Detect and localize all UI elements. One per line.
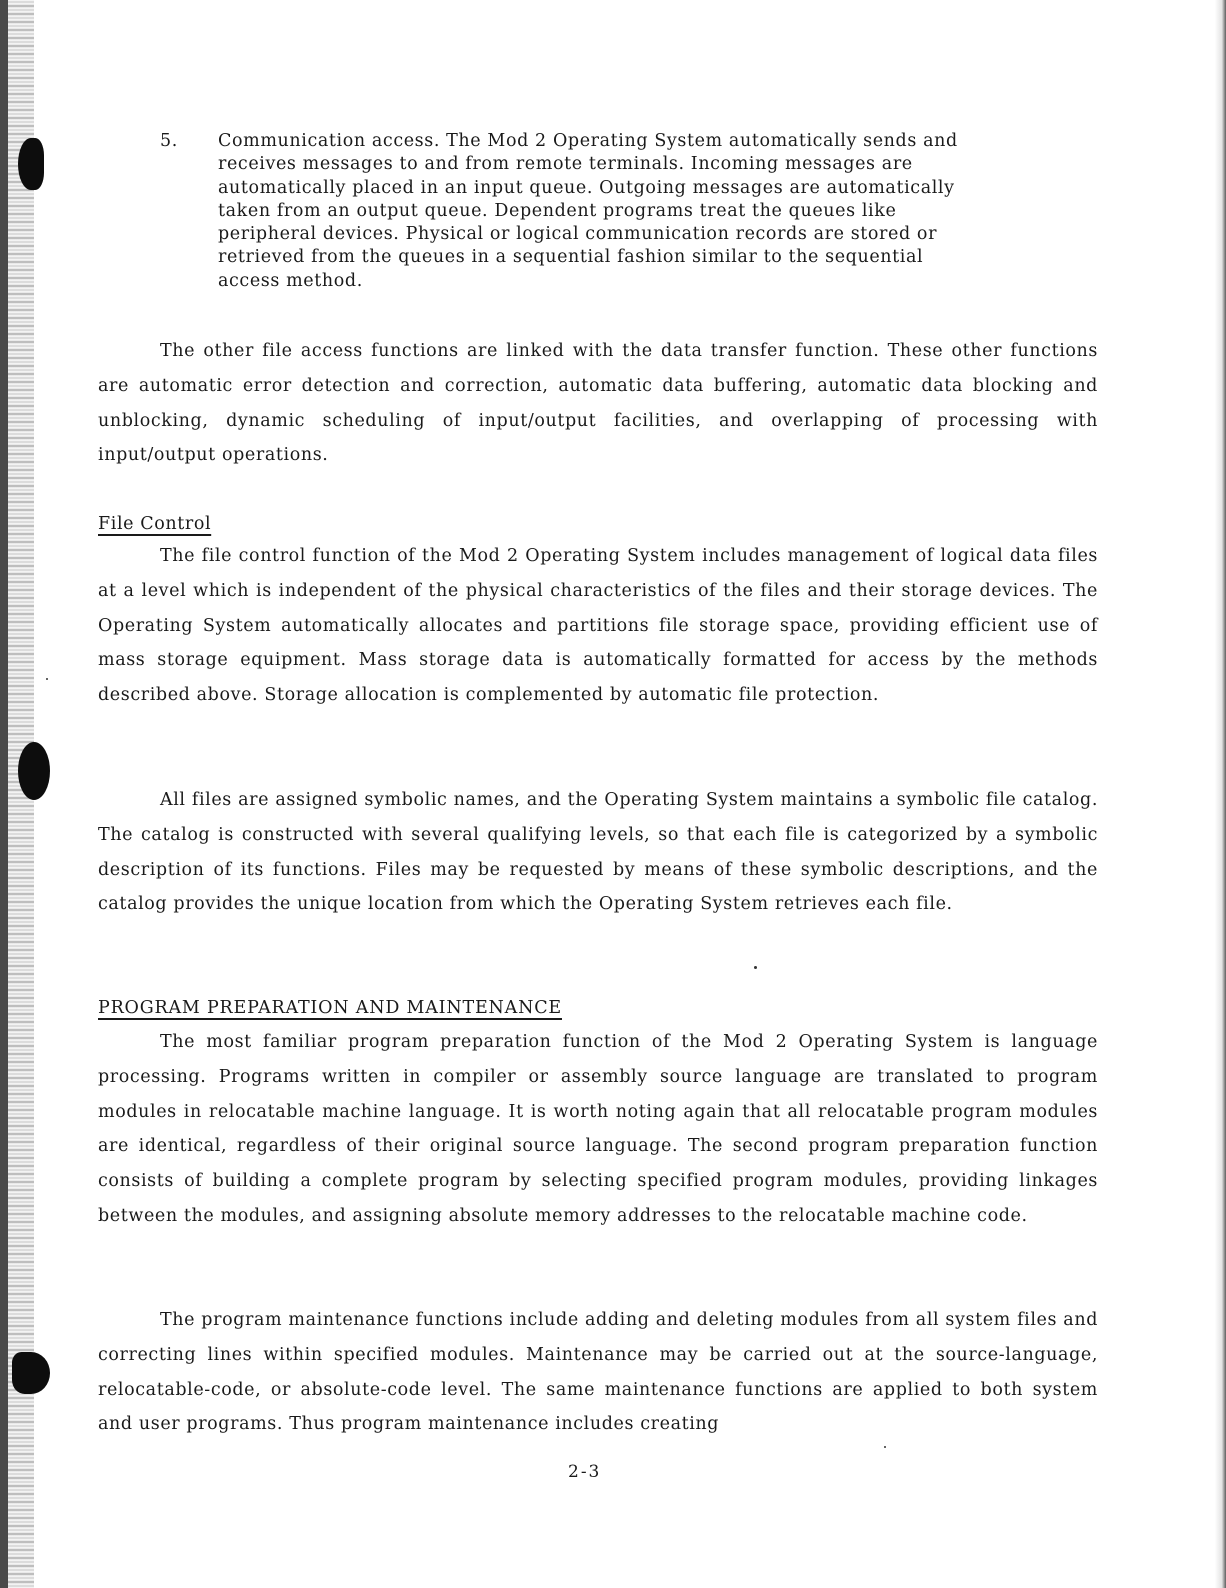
numbered-item-5 — [160, 130, 980, 293]
paragraph-program-prep-1: The most familiar program preparation function of the Mod 2 Operating System is language processing. Programs written in compiler or assembly source language are translated to program modules in relocatable machine language. It is worth noting again that all relocatable program modules are identical, regardless of their original source language. The second program preparation function consists of building a complete program by selecting specified program modules, providing linkages between the modules, and assigning absolute memory addresses to the relocatable machine code. — [98, 1032, 1098, 1226]
binder-hole-icon — [18, 138, 44, 190]
item-number: 5. — [160, 131, 178, 151]
binder-hole-icon — [12, 1352, 50, 1394]
scan-speck — [46, 678, 48, 680]
item-text: Communication access. The Mod 2 Operating System automatically sends and receives messages to and from remote terminals. Incoming messages are automatically placed in an input queue. Outgoing messages are automatically taken from an output queue. Dependent programs treat the queues like peripheral devices. Physical or logical communication records are stored or retrieved from the queues in a sequential fashion similar to the sequential access method. — [218, 131, 958, 291]
paragraph-program-prep-2: The program maintenance functions include adding and deleting modules from all system files and correcting lines within specified modules. Maintenance may be carried out at the source-language, relocatable-code, or absolute-code level. The same maintenance functions are applied to both system and user programs. Thus program maintenance includes creating — [98, 1310, 1098, 1435]
scan-right-edge — [1198, 0, 1226, 1588]
scan-speck — [754, 966, 757, 969]
paragraph-file-control-2: All files are assigned symbolic names, and the Operating System maintains a symbolic file catalog. The catalog is constructed with several qualifying levels, so that each file is categorized by a symbolic description of its functions. Files may be requested by means of these symbolic descriptions, and the catalog provides the unique location from which the Operating System retrieves each file. — [98, 790, 1098, 915]
heading-file-control: File Control — [98, 514, 212, 534]
paragraph-file-access: The other file access functions are linked with the data transfer function. These other functions are automatic error detection and correction, automatic data buffering, automatic data blocking and unblocking, dynamic scheduling of input/output facilities, and overlapping of processing with input/output operations. — [98, 341, 1098, 466]
scan-speck — [884, 1446, 886, 1448]
paragraph-file-control-1: The file control function of the Mod 2 Operating System includes management of logical data files at a level which is independent of the physical characteristics of the files and their storage devices. The Operating System automatically allocates and partitions file storage space, providing efficient use of mass storage equipment. Mass storage data is automatically formatted for access by the methods described above. Storage allocation is complemented by automatic file protection. — [98, 546, 1098, 706]
page-number: 2-3 — [568, 1462, 602, 1482]
binder-hole-icon — [18, 742, 50, 800]
heading-program-preparation: PROGRAM PREPARATION AND MAINTENANCE — [98, 998, 562, 1018]
